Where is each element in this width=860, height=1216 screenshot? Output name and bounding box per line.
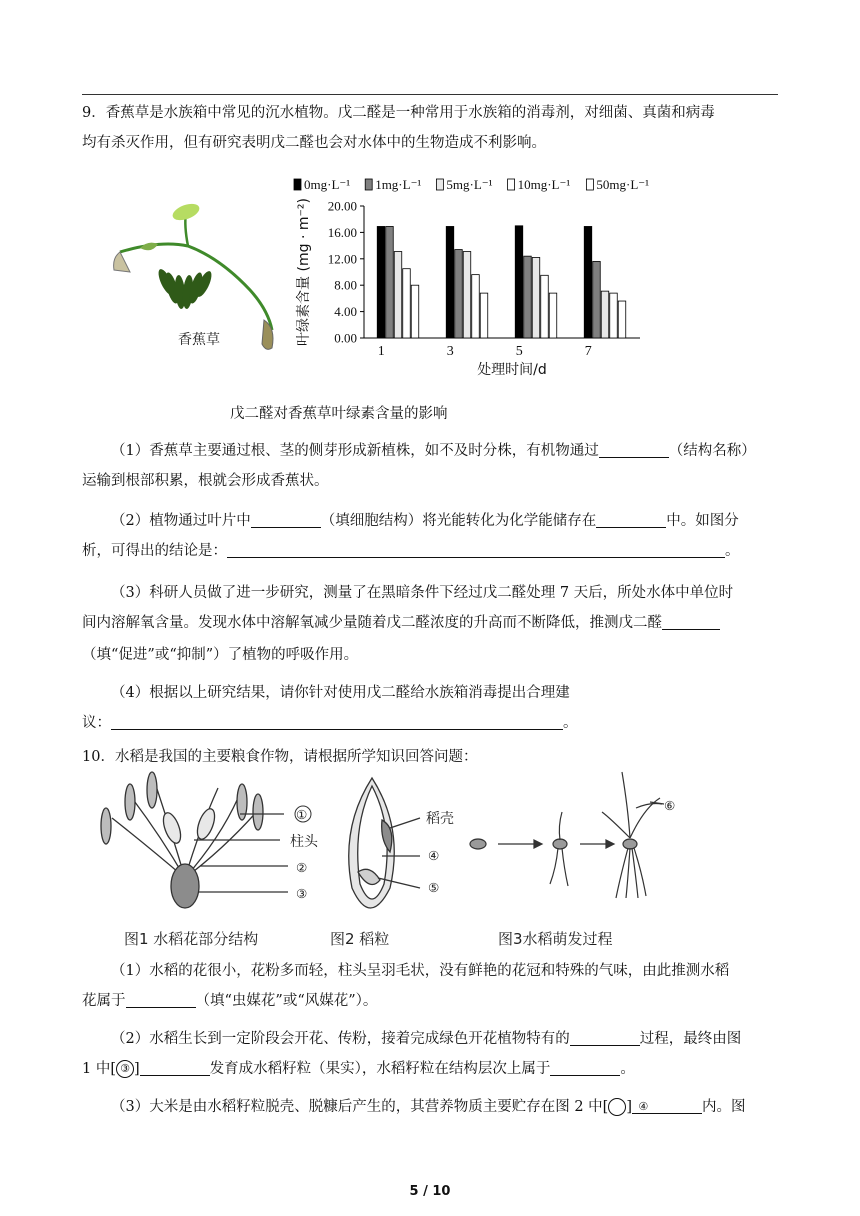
bar	[463, 252, 471, 338]
legend-label: 50mg·L⁻¹	[596, 177, 650, 192]
bar	[601, 291, 609, 338]
legend-swatch	[586, 179, 593, 190]
q10-sub1-line2	[82, 986, 778, 1016]
bar	[515, 226, 523, 338]
q10-sub2-text-b: 过程，最终由图	[639, 1031, 742, 1047]
x-tick-label: 3	[446, 344, 454, 359]
legend-label: 5mg·L⁻¹	[446, 177, 493, 192]
q9-sub3-text-b: 间内溶解氧含量。发现水体中溶解氧减少量随着戊二醛浓度的升高而不断降低，推测戊二醛	[82, 615, 662, 631]
q10-sub2-line2	[82, 1054, 778, 1084]
q10-sub2-text-f: 。	[620, 1061, 635, 1077]
q10-sub2-text-a: （2）水稻生长到一定阶段会开花、传粉，接着完成绿色开花植物特有的	[111, 1031, 570, 1047]
q10-sub3	[82, 1092, 778, 1122]
legend-swatch	[294, 179, 301, 190]
q9-sub3-line2	[82, 608, 778, 638]
q10-sub2-text-d: ]	[134, 1061, 140, 1077]
q9-sub2	[82, 506, 778, 536]
q9-sub2-text-c: 中。如图分	[666, 513, 739, 529]
legend-label: 0mg·L⁻¹	[304, 177, 351, 192]
header-rule	[82, 94, 778, 95]
answer-blank[interactable]	[662, 611, 720, 630]
fig3-caption: 图3水稻萌发过程	[498, 930, 613, 948]
q9-sub3-line3: （填“促进”或“抑制”）了植物的呼吸作用。	[82, 647, 359, 663]
q9-intro	[82, 98, 778, 158]
bar	[377, 226, 385, 338]
bar	[549, 293, 557, 338]
rice-grain-diagram	[349, 778, 420, 908]
num-label: ⑤	[428, 880, 440, 895]
x-tick-label: 1	[377, 344, 385, 359]
plant-label: 香蕉草	[178, 332, 220, 348]
answer-blank[interactable]	[111, 711, 563, 730]
answer-blank[interactable]	[632, 1095, 702, 1114]
q9-sub2-cont	[82, 536, 778, 566]
husk-label: 稻壳	[426, 811, 454, 827]
bar	[386, 226, 394, 338]
q9-sub2-text-a: （2）植物通过叶片中	[111, 513, 251, 529]
fig2-caption: 图2 稻粒	[330, 930, 390, 948]
bar	[584, 226, 592, 338]
y-axis-label: 叶绿素含量 (mg · m⁻²)	[296, 198, 312, 346]
y-tick-label: 16.00	[327, 224, 357, 240]
q9-intro-line2: 均有杀灭作用，但有研究表明戊二醛也会对水体中的生物造成不利影响。	[82, 135, 546, 151]
x-axis-label: 处理时间/d	[477, 362, 547, 378]
q10-sub1-text-c: （填“虫媒花”或“风媒花”）。	[195, 993, 378, 1009]
num-label: ⑥	[664, 798, 676, 813]
legend-swatch	[365, 179, 372, 190]
bar	[403, 269, 411, 338]
rice-figures	[90, 768, 710, 958]
x-tick-label: 7	[584, 344, 592, 359]
page-number: 5 / 10	[409, 1184, 451, 1199]
q10-sub2-text-c: 1 中[	[82, 1061, 116, 1077]
q10-sub1: （1）水稻的花很小，花粉多而轻，柱头呈羽毛状，没有鲜艳的花冠和特殊的气味，由此推测水稻	[111, 963, 730, 979]
q10-sub2-text-e: 发育成水稻籽粒（果实），水稻籽粒在结构层次上属于	[209, 1061, 551, 1077]
bar	[532, 257, 540, 338]
banana-plant-figure	[100, 200, 290, 360]
answer-blank[interactable]	[126, 989, 196, 1008]
q9-sub1	[82, 436, 778, 466]
figure-caption: 戊二醛对香蕉草叶绿素含量的影响	[230, 406, 448, 422]
num-label: ②	[296, 860, 308, 875]
q9-sub4-line2	[82, 708, 778, 738]
q10-sub3-text-b: ]	[626, 1099, 632, 1115]
y-tick-label: 0.00	[334, 330, 357, 346]
answer-blank[interactable]	[140, 1057, 210, 1076]
num-label: ①	[296, 807, 308, 822]
chlorophyll-chart	[288, 170, 658, 380]
q10-intro: 10．水稻是我国的主要粮食作物，请根据所学知识回答问题：	[82, 749, 478, 765]
bar	[524, 256, 532, 338]
germination-diagram	[470, 772, 664, 898]
num-label: ③	[296, 886, 308, 901]
y-tick-label: 4.00	[334, 304, 357, 320]
q10-sub3-text-a: （3）大米是由水稻籽粒脱壳、脱糠后产生的，其营养物质主要贮存在图 2 中[	[111, 1099, 609, 1115]
answer-blank[interactable]	[570, 1027, 640, 1046]
q10-sub1-text-b: 花属于	[82, 993, 126, 1009]
circled-number: ④	[608, 1098, 626, 1116]
legend-swatch	[436, 179, 443, 190]
answer-blank[interactable]	[227, 539, 725, 558]
bar	[394, 252, 402, 338]
stigma-label: 柱头	[290, 834, 318, 850]
q9-sub2-text-b: （填细胞结构）将光能转化为化学能储存在	[320, 513, 597, 529]
legend-label: 1mg·L⁻¹	[375, 177, 422, 192]
q9-sub4-text-c: 。	[563, 715, 578, 731]
fig1-caption: 图1 水稻花部分结构	[124, 930, 259, 948]
bar	[411, 285, 419, 338]
q9-sub2-text-e: 。	[725, 543, 740, 559]
x-tick-label: 5	[515, 344, 523, 359]
q9-sub3-text-a: （3）科研人员做了进一步研究，测量了在黑暗条件下经过戊二醛处理 7 天后，所处水体中单位时	[111, 585, 734, 601]
q9-sub1-text-b: （结构名称）	[668, 443, 756, 459]
num-label: ④	[428, 848, 440, 863]
legend-label: 10mg·L⁻¹	[517, 177, 571, 192]
q9-sub3	[82, 578, 778, 608]
bar	[618, 301, 626, 338]
circled-number: ③	[116, 1060, 134, 1078]
y-tick-label: 20.00	[327, 198, 357, 214]
y-tick-label: 8.00	[334, 277, 357, 293]
q9-sub1-cont: 运输到根部积累，根就会形成香蕉状。	[82, 473, 329, 489]
y-tick-label: 12.00	[327, 251, 357, 267]
banana-plant-illustration	[114, 201, 273, 350]
q9-sub2-text-d: 析，可得出的结论是：	[82, 543, 227, 559]
q9-intro-line1: 9．香蕉草是水族箱中常见的沉水植物。戊二醛是一种常用于水族箱的消毒剂，对细菌、真菌和病毒	[82, 105, 715, 121]
bar	[455, 250, 463, 338]
answer-blank[interactable]	[599, 439, 669, 458]
answer-blank[interactable]	[550, 1057, 620, 1076]
q9-sub4-text-b: 议：	[82, 715, 111, 731]
answer-blank[interactable]	[596, 509, 666, 528]
q10-sub2	[82, 1024, 778, 1054]
bar	[480, 293, 488, 338]
bar	[593, 261, 601, 338]
legend-swatch	[508, 179, 515, 190]
q9-sub4: （4）根据以上研究结果，请你针对使用戊二醛给水族箱消毒提出合理建	[111, 685, 570, 701]
bar	[541, 275, 549, 338]
bar	[446, 226, 454, 338]
bar	[472, 275, 480, 338]
q10-sub3-text-c: 内。图	[702, 1099, 746, 1115]
answer-blank[interactable]	[251, 509, 321, 528]
rice-flower-diagram	[101, 772, 288, 908]
q9-sub1-text-a: （1）香蕉草主要通过根、茎的侧芽形成新植株，如不及时分株，有机物通过	[111, 443, 599, 459]
bar	[610, 293, 618, 338]
